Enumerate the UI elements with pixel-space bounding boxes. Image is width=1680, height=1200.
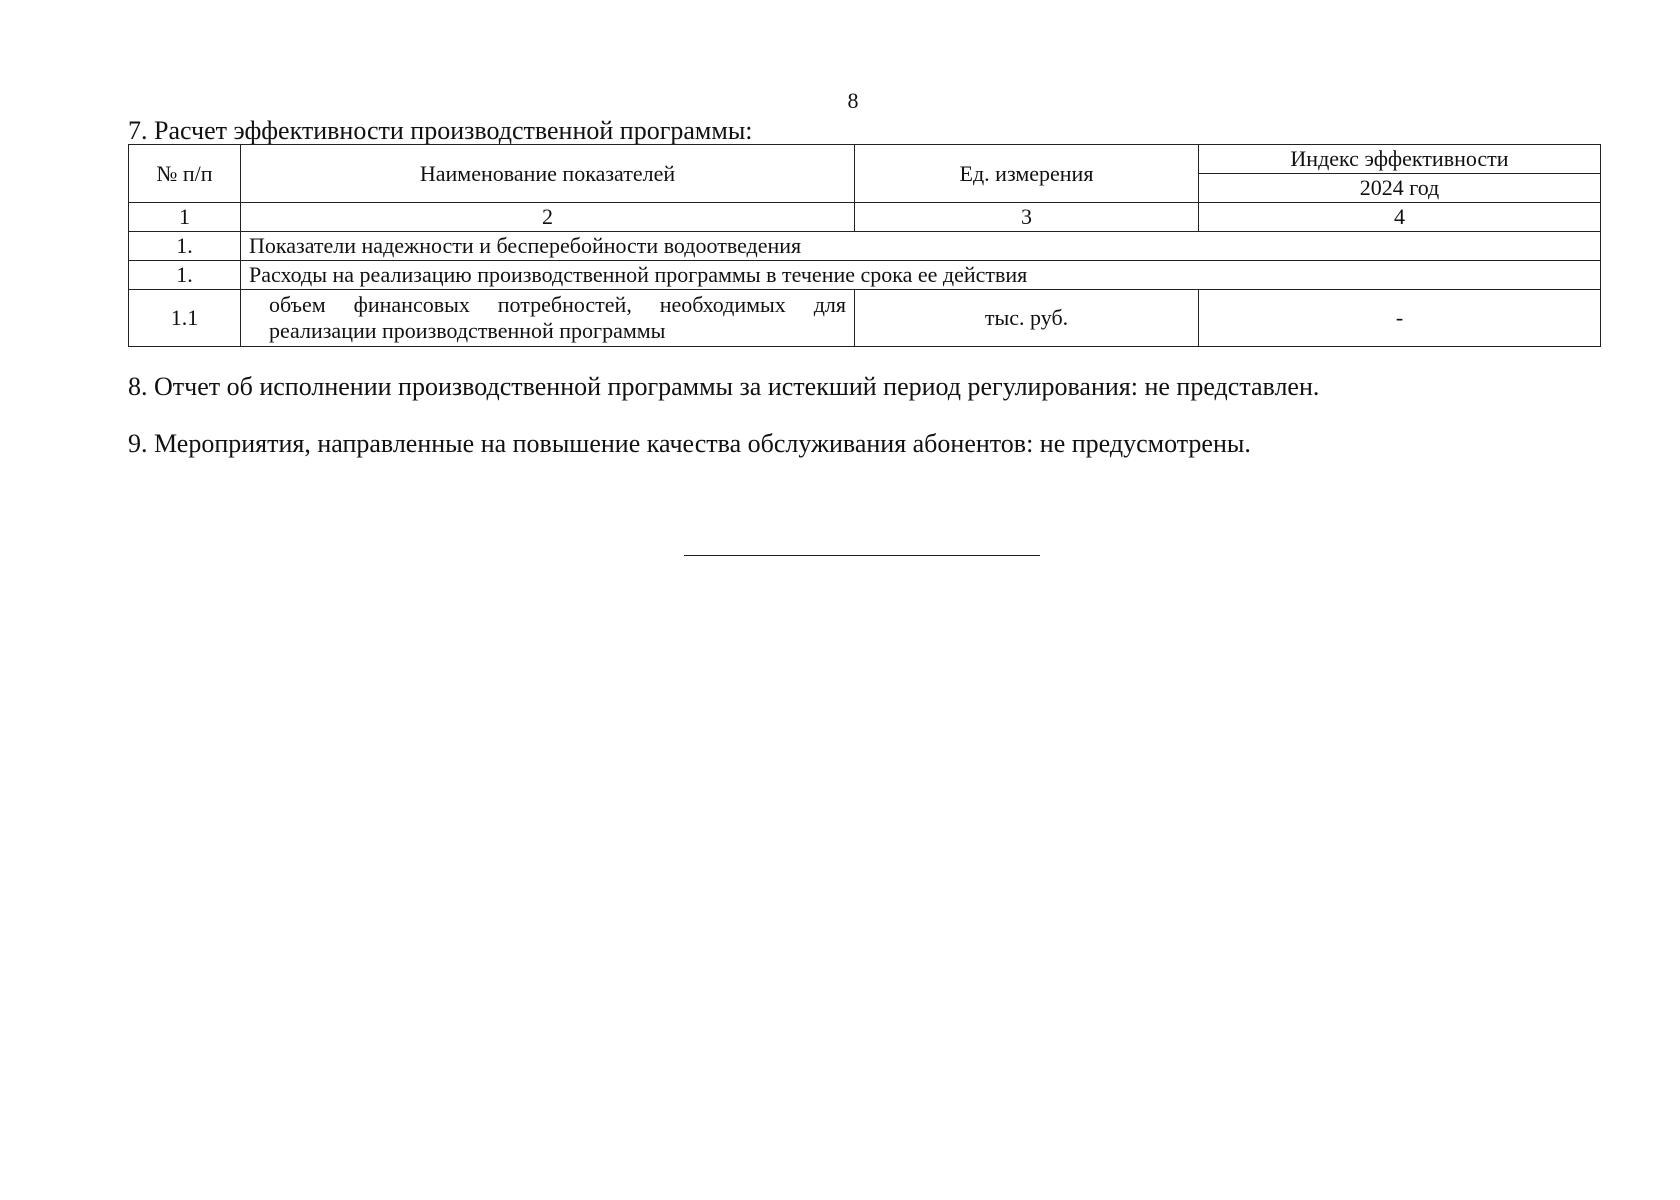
row-value: - [1199, 290, 1601, 347]
table-row [129, 261, 1601, 290]
col-number-3: 3 [855, 203, 1199, 232]
table-column-numbers-row [129, 203, 1601, 232]
header-num: № п/п [129, 145, 241, 203]
header-unit: Ед. измерения [855, 145, 1199, 203]
row-num: 1. [129, 232, 241, 261]
end-separator-line [684, 555, 1040, 556]
col-number-2: 2 [241, 203, 855, 232]
efficiency-table [128, 144, 1601, 347]
header-index: Индекс эффективности [1199, 145, 1601, 174]
row-indicator-name: объем финансовых потребностей, необходимых для реализации производственной программы [241, 290, 855, 347]
header-name: Наименование показателей [241, 145, 855, 203]
header-year: 2024 год [1199, 174, 1601, 203]
col-number-1: 1 [129, 203, 241, 232]
col-number-4: 4 [1199, 203, 1601, 232]
row-group-title: Показатели надежности и бесперебойности водоотведения [241, 232, 1601, 261]
row-group-title: Расходы на реализацию производственной программы в течение срока ее действия [241, 261, 1601, 290]
table-row [129, 232, 1601, 261]
row-unit: тыс. руб. [855, 290, 1199, 347]
row-num: 1. [129, 261, 241, 290]
section-8-paragraph: 8. Отчет об исполнении производственной программы за истекший период регулирования: не представлен. [128, 372, 1320, 401]
table-row [129, 290, 1601, 347]
section-9-paragraph: 9. Мероприятия, направленные на повышение качества обслуживания абонентов: не предусмотрены. [128, 429, 1251, 458]
table-header-row [129, 145, 1601, 174]
page-number: 8 [847, 88, 859, 113]
row-num: 1.1 [129, 290, 241, 347]
section-7-heading: 7. Расчет эффективности производственной программы: [128, 116, 753, 145]
